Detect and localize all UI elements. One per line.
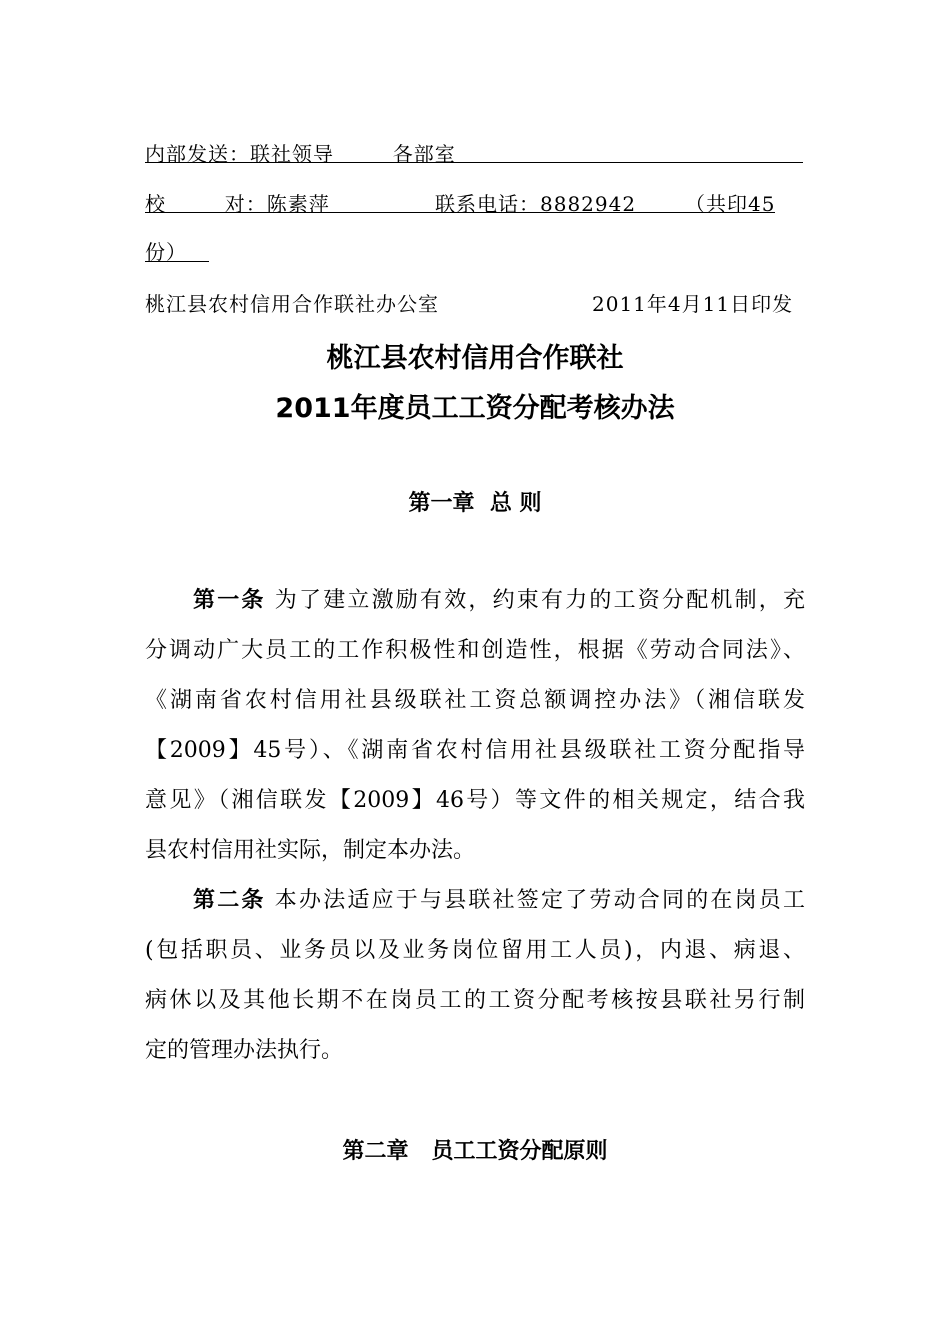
article-line: 病休以及其他长期不在岗员工的工资分配考核按县联社另行制 xyxy=(145,988,805,1013)
proofreader-name: 对：陈素萍 xyxy=(224,192,330,216)
copies-count: （共印45 xyxy=(685,192,776,216)
article-line: 第一条 为了建立激励有效，约束有力的工资分配机制，充 xyxy=(193,588,805,613)
article-line: 意见》（湘信联发【2009】46号）等文件的相关规定，结合我 xyxy=(145,788,805,813)
chapter-heading: 第二章 员工工资分配原则 xyxy=(342,1139,608,1164)
issue-date: 2011年4月11日印发 xyxy=(592,292,794,316)
underline xyxy=(145,162,803,163)
article-1 xyxy=(145,576,805,876)
article-line: 【2009】45号）、《湖南省农村信用社县级联社工资分配指导 xyxy=(145,738,805,763)
chapter-heading: 第一章 总 则 xyxy=(408,491,542,516)
underline xyxy=(145,212,775,213)
article-line: 定的管理办法执行。 xyxy=(145,1038,344,1063)
underline xyxy=(145,261,209,262)
article-2 xyxy=(145,876,805,1076)
article-line: (包括职员、业务员以及业务岗位留用工人员)，内退、病退、 xyxy=(145,938,805,963)
proof-label: 校 xyxy=(145,192,166,216)
article-label: 第二条 xyxy=(193,888,266,913)
document-title-line2: 2011年度员工工资分配考核办法 xyxy=(275,393,675,424)
distribution-departments: 各部室 xyxy=(392,142,456,166)
contact-phone: 联系电话：8882942 xyxy=(435,192,637,216)
article-label: 第一条 xyxy=(193,588,266,613)
document-title-line1: 桃江县农村信用合作联社 xyxy=(326,343,624,374)
article-line: 县农村信用社实际，制定本办法。 xyxy=(145,838,476,863)
copies-continued: 份） xyxy=(145,240,187,264)
article-line: 分调动广大员工的工作积极性和创造性，根据《劳动合同法》、 xyxy=(145,638,805,663)
article-line: 第二条 本办法适应于与县联社签定了劳动合同的在岗员工 xyxy=(193,888,805,913)
article-line: 《湖南省农村信用社县级联社工资总额调控办法》（湘信联发 xyxy=(145,688,805,713)
issuer: 桃江县农村信用合作联社办公室 xyxy=(145,292,439,316)
distribution-to: 内部发送：联社领导 xyxy=(145,142,334,166)
